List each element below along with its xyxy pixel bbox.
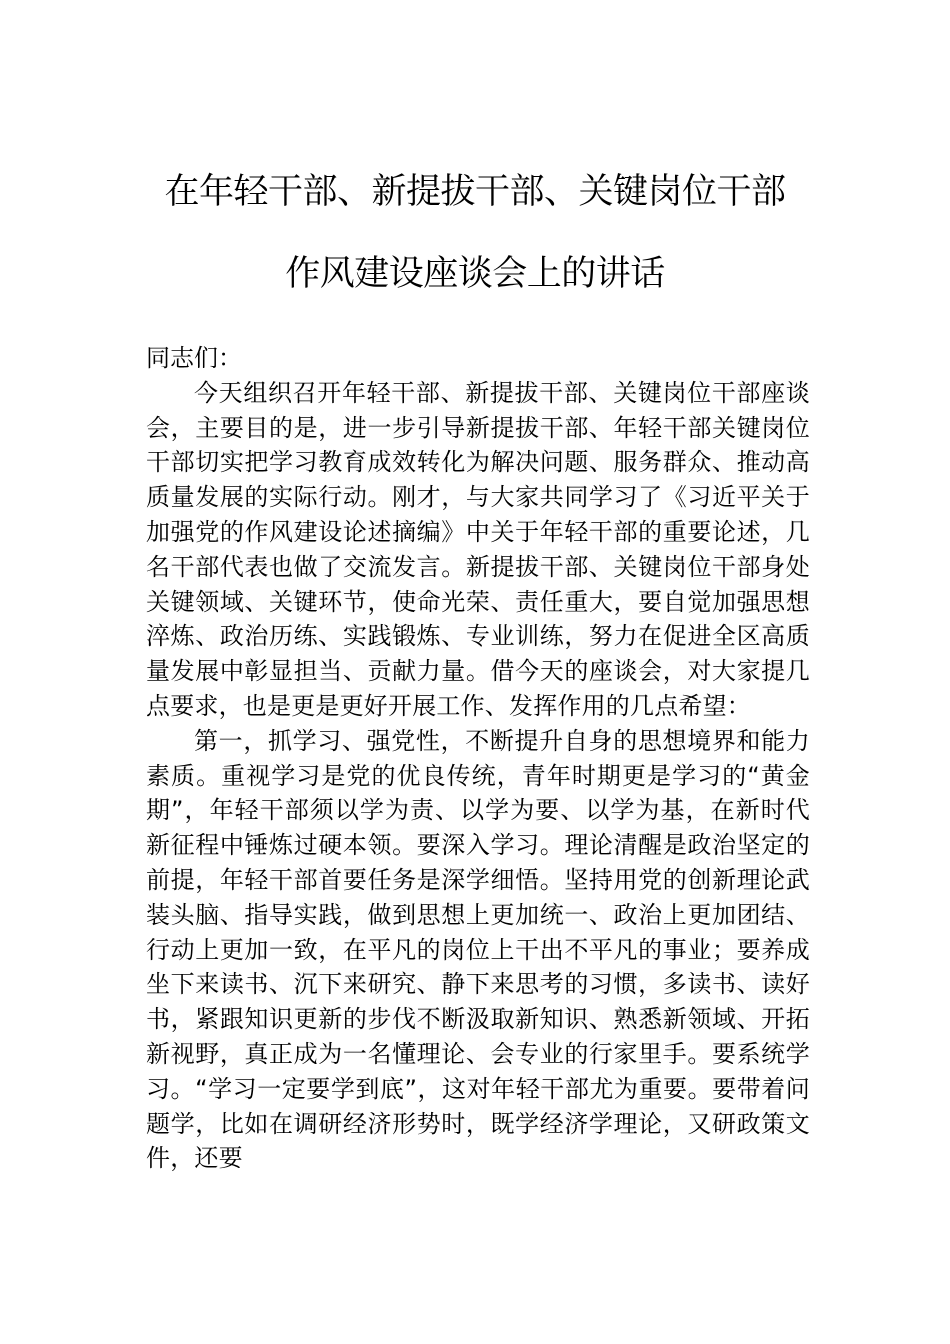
- paragraph-1: 今天组织召开年轻干部、新提拔干部、关键岗位干部座谈会，主要目的是，进一步引导新提拔干部、年轻干部关键岗位干部切实把学习教育成效转化为解决问题、服务群众、推动高质量发展的实际行动。刚才，与大家共同学习了《习近平关于加强党的作风建设论述摘编》中关于年轻干部的重要论述，几名干部代表也做了交流发言。新提拔干部、关键岗位干部身处关键领域、关键环节，使命光荣、责任重大，要自觉加强思想淬炼、政治历练、实践锻炼、专业训练，努力在促进全区高质量发展中彰显担当、贡献力量。借今天的座谈会，对大家提几点要求，也是更是更好开展工作、发挥作用的几点希望：: [146, 378, 810, 720]
- title-line-1: 在年轻干部、新提拔干部、关键岗位干部: [164, 172, 786, 212]
- title-line-2: 作风建设座谈会上的讲话: [285, 254, 665, 294]
- salutation: 同志们：: [146, 344, 242, 372]
- document-title: [140, 170, 810, 296]
- paragraph-2: 第一，抓学习、强党性，不断提升自身的思想境界和能力素质。重视学习是党的优良传统，青年时期更是学习的“黄金期”，年轻干部须以学为责、以学为要、以学为基，在新时代新征程中锤炼过硬本领。要深入学习。理论清醒是政治坚定的前提，年轻干部首要任务是深学细悟。坚持用党的创新理论武装头脑、指导实践，做到思想上更加统一、政治上更加团结、行动上更加一致，在平凡的岗位上干出不平凡的事业；要养成坐下来读书、沉下来研究、静下来思考的习惯，多读书、读好书，紧跟知识更新的步伐不断汲取新知识、熟悉新领域、开拓新视野，真正成为一名懂理论、会专业的行家里手。要系统学习。“学习一定要学到底”，这对年轻干部尤为重要。要带着问题学，比如在调研经济形势时，既学经济学理论，又研政策文件，还要: [146, 726, 810, 1173]
- document-body: [146, 341, 810, 1176]
